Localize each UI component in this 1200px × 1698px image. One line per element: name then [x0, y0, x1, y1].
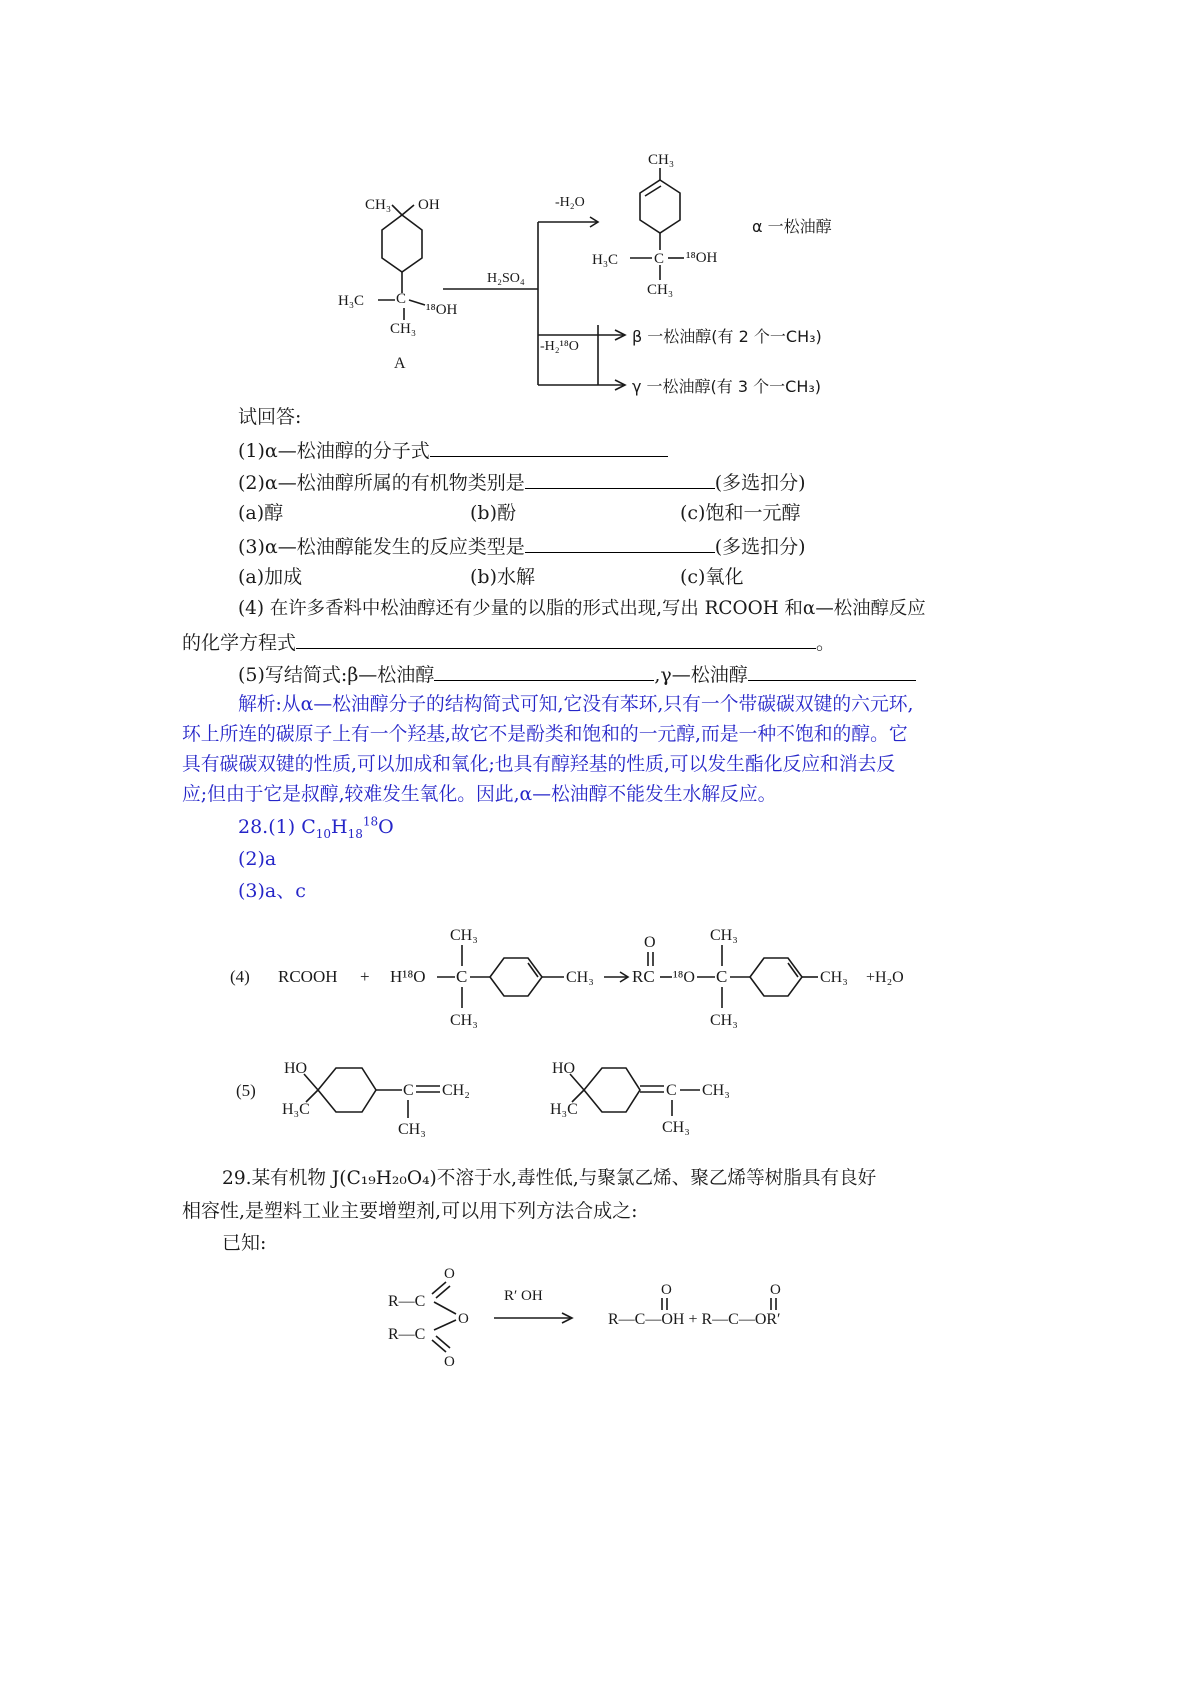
question-intro: 试回答:	[238, 406, 302, 428]
answer-2: (2)a	[238, 848, 277, 870]
anhydride-o-bot: O	[444, 1354, 455, 1370]
c1-label: C	[456, 967, 468, 986]
a-h3c-label: H₃C	[338, 293, 365, 309]
h2so4-label: H₂SO₄	[487, 271, 525, 286]
q29-known: 已知:	[222, 1232, 267, 1254]
answer-1-prefix: 28.(1)	[238, 816, 296, 838]
ch3-gamma-2: CH₃	[662, 1119, 690, 1136]
c-gamma: C	[666, 1082, 677, 1099]
product-o-2: O	[770, 1282, 781, 1298]
h3c-1: H₃C	[282, 1101, 310, 1118]
minus-h2o-label: -H₂O	[555, 195, 585, 210]
formula-h-sub: 18	[347, 826, 363, 841]
q1-text: (1)α—松油醇的分子式	[238, 440, 430, 462]
gamma-line: γ 一松油醇(有 3 个一CH₃)	[632, 377, 822, 396]
ch2-label: CH₂	[442, 1082, 470, 1099]
plus-h2o: +H₂O	[866, 969, 904, 986]
c-beta: C	[403, 1082, 414, 1099]
anhydride-r2: R—C	[388, 1326, 426, 1343]
formula-o-sup: 18	[362, 814, 379, 829]
q29-line1: 29.某有机物 J(C₁₉H₂₀O₄)不溶于水,毒性低,与聚氯乙烯、聚乙烯等树脂具有良好	[222, 1168, 877, 1189]
ch3-bot-1: CH₃	[450, 1012, 478, 1029]
q2-text: (2)α—松油醇所属的有机物类别是	[238, 472, 525, 494]
alpha-name-label: α 一松油醇	[752, 217, 832, 236]
alpha-c: C	[654, 251, 665, 267]
q2-option-b: (b)酚	[470, 502, 516, 524]
q3-text: (3)α—松油醇能发生的反应类型是	[238, 536, 525, 558]
ch3-gamma-1: CH₃	[702, 1082, 730, 1099]
q4-end: 。	[816, 632, 836, 654]
ch3-top-1: CH₃	[450, 927, 478, 944]
anhydride-o-top: O	[444, 1266, 455, 1282]
beta-line: β 一松油醇(有 2 个一CH₃)	[632, 327, 822, 346]
a-ch3-label: CH₃	[365, 197, 392, 213]
a-c-label: C	[396, 291, 407, 307]
o-top-label: O	[644, 934, 656, 951]
ch3-top-2: CH₃	[710, 927, 738, 944]
analysis-line3: 具有碳碳双键的性质,可以加成和氧化;也具有醇羟基的性质,可以发生酯化反应和消去反	[182, 754, 896, 775]
analysis-line1: 解析:从α—松油醇分子的结构简式可知,它没有苯环,只有一个带碳碳双键的六元环,	[238, 694, 914, 715]
product-line: R—C—OH + R—C—OR′	[608, 1311, 781, 1328]
alpha-ch3-bottom: CH₃	[647, 282, 674, 298]
o18-label: ¹⁸O	[673, 969, 695, 986]
ch3-right-2: CH₃	[820, 969, 848, 986]
a-name-label: A	[394, 355, 406, 372]
q5-mid: ,γ—松油醇	[654, 664, 748, 686]
rcooh-label: RCOOH	[278, 967, 338, 986]
reagent-label: R′ OH	[504, 1288, 543, 1304]
analysis-line2: 环上所连的碳原子上有一个羟基,故它不是酚类和饱和的一元醇,而是一种不饱和的醇。它	[182, 724, 908, 745]
q2-note: (多选扣分)	[714, 472, 806, 494]
q2-option-a: (a)醇	[238, 502, 284, 524]
q29-line2: 相容性,是塑料工业主要增塑剂,可以用下列方法合成之:	[182, 1200, 638, 1222]
q3-option-b: (b)水解	[470, 566, 535, 588]
q4-text: 的化学方程式	[182, 632, 297, 654]
c2-label: C	[716, 967, 728, 986]
ch3-right-1: CH₃	[566, 969, 594, 986]
a-oh-label: OH	[418, 197, 440, 213]
formula-h: H	[331, 816, 348, 838]
ho-1: HO	[284, 1060, 308, 1077]
formula-c: C	[301, 816, 316, 838]
alpha-h3c: H₃C	[592, 252, 619, 268]
analysis-line4: 应;但由于它是叔醇,较难发生氧化。因此,α—松油醇不能发生水解反应。	[182, 784, 777, 805]
q3-option-a: (a)加成	[238, 566, 303, 588]
alpha-18oh: ¹⁸OH	[686, 250, 718, 266]
a5-label: (5)	[236, 1081, 256, 1100]
q3-note: (多选扣分)	[714, 536, 806, 558]
rc-label: RC	[632, 967, 655, 986]
anhydride-o-mid: O	[458, 1311, 469, 1327]
a-ch3b-label: CH₃	[390, 321, 417, 337]
formula-c-sub: 10	[315, 826, 332, 841]
q5-text: (5)写结简式:β—松油醇	[238, 664, 435, 686]
ch3-bot-2: CH₃	[710, 1012, 738, 1029]
answer-3: (3)a、c	[238, 880, 306, 902]
plus-1: +	[360, 967, 370, 986]
anhydride-r1: R—C	[388, 1293, 426, 1310]
product-o-1: O	[661, 1282, 672, 1298]
q2-option-c: (c)饱和一元醇	[680, 502, 801, 524]
a4-label: (4)	[230, 967, 250, 986]
h18o-label: H¹⁸O	[390, 967, 426, 986]
alpha-ch3-top: CH₃	[648, 152, 675, 168]
minus-h218o-label: -H₂¹⁸O	[540, 339, 579, 354]
formula-o: O	[378, 816, 394, 838]
q3-option-c: (c)氧化	[680, 566, 744, 588]
question-4-line1: (4) 在许多香料中松油醇还有少量的以脂的形式出现,写出 RCOOH 和α—松油醇反应	[238, 598, 926, 619]
h3c-2: H₃C	[550, 1101, 578, 1118]
ho-2: HO	[552, 1060, 576, 1077]
ch3-beta: CH₃	[398, 1121, 426, 1138]
a-18oh-label: ¹⁸OH	[426, 302, 458, 318]
